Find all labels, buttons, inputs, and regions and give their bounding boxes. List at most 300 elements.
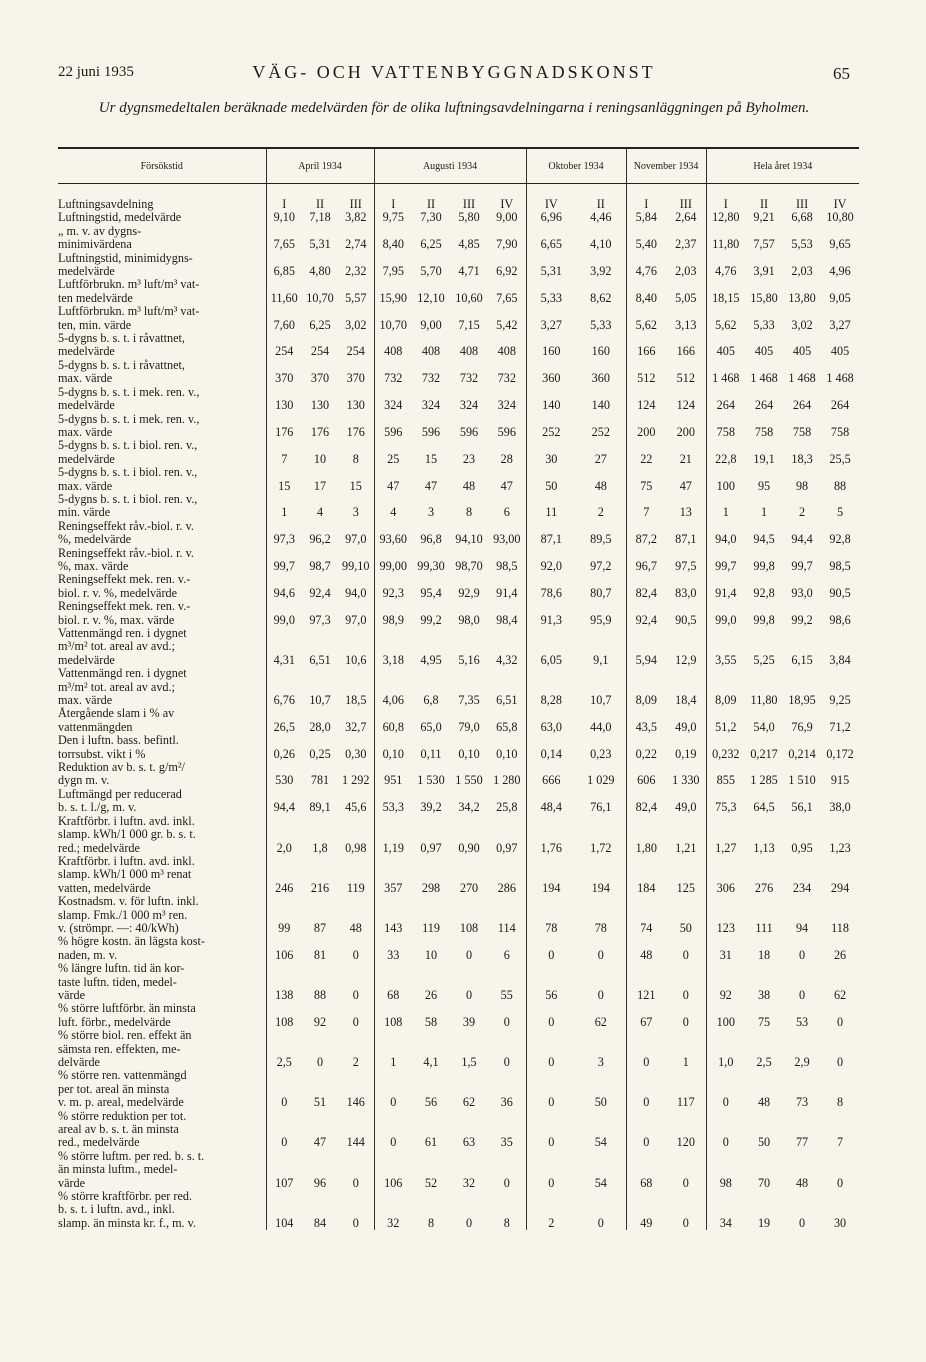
table-cell: 94,0 <box>706 520 745 547</box>
table-cell: IV <box>833 197 847 211</box>
table-cell: 2,32 <box>345 264 367 279</box>
table-cell: 6 <box>503 947 510 962</box>
table-cell: 2,9 <box>794 1055 810 1069</box>
row-label: % större reduktion per tot. areal av b. s. t. än minsta red., medelvärde <box>58 1109 187 1150</box>
table-cell: 0 <box>597 1215 604 1230</box>
table-cell: 2 <box>526 1190 576 1230</box>
table-cell: 94,6 <box>266 573 302 600</box>
table-row <box>58 184 859 212</box>
table-cell: 8,40 <box>374 225 412 252</box>
table-cell: 54 <box>594 1135 607 1150</box>
row-label: Vattenmängd ren. i dygnet m³/m² tot. areal av avd.; max. värde <box>58 667 187 708</box>
table-cell: 5,62 <box>626 305 666 332</box>
table-cell: 0,22 <box>626 734 666 761</box>
table-cell: 951 <box>374 761 412 788</box>
table-cell: 88 <box>833 478 847 493</box>
table-cell: 0,172 <box>826 746 854 761</box>
table-cell: 17 <box>313 478 327 493</box>
table-cell: 0 <box>526 935 576 962</box>
table-cell: 8,28 <box>526 667 576 707</box>
table-cell: 0,97 <box>496 840 518 855</box>
table-cell: 1,8 <box>312 840 328 855</box>
table-cell: 324 <box>374 386 412 413</box>
table-header-row <box>58 148 859 184</box>
table-cell: 7 <box>837 1135 844 1150</box>
table-cell: 408 <box>374 332 412 359</box>
table-cell: 9,05 <box>829 290 851 305</box>
table-cell: 7,90 <box>496 237 518 252</box>
table-cell: 117 <box>676 1095 695 1110</box>
table-cell: 666 <box>526 761 576 788</box>
row-label: Reningseffekt mek. ren. v.- biol. r. v. %, medelvärde <box>58 573 191 600</box>
table-cell: 0,232 <box>706 734 745 761</box>
table-cell: 23 <box>462 451 476 466</box>
table-cell: 120 <box>676 1135 695 1150</box>
table-cell: 104 <box>266 1190 302 1230</box>
table-cell: 82,4 <box>626 573 666 600</box>
table-cell: 144 <box>346 1135 365 1150</box>
table-cell: 54 <box>594 1175 607 1190</box>
table-row <box>58 520 859 547</box>
table-cell: 0,10 <box>496 746 518 761</box>
table-cell: 5,62 <box>706 305 745 332</box>
table-cell: 75 <box>626 466 666 493</box>
table-cell: 3,82 <box>345 210 367 225</box>
table-cell: 92 <box>706 962 745 1002</box>
table-cell: 758 <box>830 424 850 439</box>
table-cell: 62 <box>594 1014 607 1029</box>
table-cell: 254 <box>310 344 330 359</box>
table-cell: 0,19 <box>675 746 697 761</box>
journal-title: VÄG- OCH VATTENBYGGNADSKONST <box>252 62 656 82</box>
table-cell: 0 <box>465 987 473 1002</box>
table-cell: 47 <box>374 466 412 493</box>
table-cell: 0 <box>526 1150 576 1190</box>
table-cell: 96 <box>313 1175 327 1190</box>
table-cell: 0,26 <box>266 734 302 761</box>
table-cell: 4,80 <box>309 264 331 279</box>
table-cell: 0 <box>526 1029 576 1069</box>
table-cell: 7,15 <box>458 317 480 332</box>
table-cell: 758 <box>706 413 745 440</box>
table-cell: 732 <box>497 371 516 386</box>
table-cell: 0 <box>597 987 604 1002</box>
table-cell: 160 <box>526 332 576 359</box>
table-cell: 22 <box>626 439 666 466</box>
row-label: Luftningsavdelning <box>58 197 154 211</box>
table-cell: 408 <box>459 344 479 359</box>
table-cell: IV <box>500 197 514 211</box>
table-cell: 264 <box>792 398 812 413</box>
table-cell: 12,10 <box>417 290 445 305</box>
table-cell: 56,1 <box>791 800 813 815</box>
table-cell: 0 <box>352 947 359 962</box>
table-cell: 0,10 <box>458 746 480 761</box>
table-cell: 176 <box>346 424 365 439</box>
table-cell: 0 <box>352 1014 359 1029</box>
table-cell: 3,27 <box>829 317 851 332</box>
table-cell: 2,03 <box>675 264 697 279</box>
table-cell: 4,32 <box>496 652 518 667</box>
table-cell: 25 <box>374 439 412 466</box>
table-row <box>58 211 859 224</box>
table-cell: 26 <box>833 947 847 962</box>
table-cell: 0,217 <box>750 746 778 761</box>
table-cell: 18 <box>757 947 771 962</box>
table-cell: 19 <box>757 1215 771 1230</box>
table-cell: 79,0 <box>458 719 480 734</box>
table-cell: 8 <box>427 1215 435 1230</box>
table-cell: 7,95 <box>374 252 412 279</box>
table-cell: 143 <box>374 895 412 935</box>
table-cell: 0 <box>799 987 806 1002</box>
table-row <box>58 734 859 761</box>
table-cell: 512 <box>626 359 666 386</box>
table-cell: I <box>266 184 302 212</box>
table-cell: 1,27 <box>706 815 745 855</box>
table-cell: 1 550 <box>455 773 483 788</box>
table-cell: 15,90 <box>374 278 412 305</box>
table-cell: 9,75 <box>374 211 412 224</box>
table-row <box>58 547 859 574</box>
row-label: 5-dygns b. s. t. i mek. ren. v., medelvärde <box>58 385 200 413</box>
row-label: Luftningstid, minimidygns- medelvärde <box>58 251 193 279</box>
table-cell: 3,27 <box>526 305 576 332</box>
table-cell: 1 <box>374 1029 412 1069</box>
table-cell: 99 <box>266 895 302 935</box>
table-cell: 64,5 <box>753 800 775 815</box>
table-cell: 11 <box>526 493 576 520</box>
table-cell: 38,0 <box>829 800 851 815</box>
table-cell: 324 <box>497 398 516 413</box>
table-cell: 0 <box>837 1014 844 1029</box>
table-cell: 1 468 <box>706 359 745 386</box>
table-cell: 55 <box>500 987 513 1002</box>
table-cell: 106 <box>266 935 302 962</box>
table-cell: 0 <box>799 947 806 962</box>
table-cell: 53 <box>795 1014 809 1029</box>
table-cell: 408 <box>497 344 516 359</box>
table-row <box>58 627 859 667</box>
table-cell: 108 <box>374 1002 412 1029</box>
table-cell: 87,2 <box>626 520 666 547</box>
table-cell: 78,6 <box>526 573 576 600</box>
table-row <box>58 1190 859 1230</box>
table-cell: 12,9 <box>675 652 697 667</box>
row-label: Kraftförbr. i luftn. avd. inkl. slamp. kWh/1 000 m³ renat vatten, medelvärde <box>58 854 195 895</box>
table-cell: 99,7 <box>266 547 302 574</box>
table-cell: 98 <box>795 478 809 493</box>
table-cell: 2,0 <box>266 815 302 855</box>
table-cell: 38 <box>757 987 771 1002</box>
table-cell: 61 <box>424 1135 438 1150</box>
table-cell: 88 <box>313 987 327 1002</box>
table-cell: 47 <box>679 478 692 493</box>
table-row <box>58 895 859 935</box>
table-row <box>58 225 859 252</box>
table-cell: 7,60 <box>266 305 302 332</box>
table-cell: 50 <box>526 466 576 493</box>
table-cell: 184 <box>626 855 666 895</box>
table-cell: 32,7 <box>345 719 367 734</box>
table-cell: 52 <box>424 1175 438 1190</box>
column-header: Augusti 1934 <box>374 148 526 184</box>
row-label: Vattenmängd ren. i dygnet m³/m² tot. areal av avd.; medelvärde <box>58 627 187 667</box>
row-label: Reningseffekt mek. ren. v.- biol. r. v. %, max. värde <box>58 600 191 627</box>
table-cell: 39,2 <box>420 800 442 815</box>
table-cell: 4,76 <box>706 252 745 279</box>
table-cell: 2,5 <box>756 1055 772 1069</box>
table-cell: 3 <box>597 1055 604 1069</box>
table-row <box>58 761 859 788</box>
row-label: % större biol. ren. effekt än sämsta ren. effekten, me- delvärde <box>58 1029 192 1069</box>
table-cell: 8 <box>503 1215 510 1230</box>
table-cell: 8,09 <box>706 667 745 707</box>
table-cell: 26,5 <box>266 707 302 734</box>
table-cell: 4,10 <box>590 237 612 252</box>
table-cell: 92,3 <box>374 573 412 600</box>
row-label: 5-dygns b. s. t. i biol. ren. v., medelvärde <box>58 439 198 466</box>
row-label: 5-dygns b. s. t. i råvattnet, max. värde <box>58 358 185 386</box>
table-cell: 9,65 <box>829 237 851 252</box>
table-cell: 6,65 <box>526 225 576 252</box>
table-cell: 1,5 <box>461 1055 477 1069</box>
table-row <box>58 600 859 627</box>
table-cell: 7,65 <box>496 290 518 305</box>
table-cell: 2 <box>799 505 806 520</box>
table-cell: 9,00 <box>496 210 518 225</box>
table-cell: 43,5 <box>626 707 666 734</box>
table-cell: 28 <box>500 451 513 466</box>
table-cell: 10 <box>424 947 438 962</box>
table-cell: 298 <box>421 880 441 895</box>
table-cell: 0 <box>503 1014 510 1029</box>
table-cell: 3 <box>427 505 435 520</box>
table-cell: 76,9 <box>791 719 813 734</box>
table-cell: 48,4 <box>526 788 576 815</box>
table-row <box>58 855 859 895</box>
table-cell: 0,90 <box>458 840 480 855</box>
table-cell: 96,8 <box>420 532 442 547</box>
table-cell: 138 <box>266 962 302 1002</box>
table-cell: 35 <box>500 1135 513 1150</box>
table-cell: 6,51 <box>496 693 518 708</box>
table-cell: 15 <box>266 466 302 493</box>
table-cell: 130 <box>310 398 330 413</box>
table-cell: 5,40 <box>626 225 666 252</box>
table-cell: 252 <box>526 413 576 440</box>
row-label: % större luftm. per red. b. s. t. än minsta luftm., medel- värde <box>58 1149 205 1190</box>
table-cell: 176 <box>266 413 302 440</box>
table-cell: 5,57 <box>345 290 367 305</box>
row-label: Reningseffekt råv.-biol. r. v. %, medelvärde <box>58 519 194 547</box>
table-cell: 18,15 <box>706 278 745 305</box>
table-cell: 0 <box>316 1055 324 1069</box>
table-cell: 0 <box>526 1110 576 1150</box>
table-cell: 87,1 <box>675 532 697 547</box>
table-cell: 10,7 <box>590 693 612 708</box>
table-cell: 0 <box>526 1069 576 1109</box>
table-cell: 92,4 <box>309 585 331 600</box>
table-cell: 732 <box>374 359 412 386</box>
table-cell: 1,21 <box>675 840 697 855</box>
table-cell: 5,42 <box>496 317 518 332</box>
row-label: 5-dygns b. s. t. i mek. ren. v., max. värde <box>58 412 200 439</box>
table-cell: 270 <box>459 880 479 895</box>
table-cell: 100 <box>706 1002 745 1029</box>
table-cell: 32 <box>462 1175 476 1190</box>
table-cell: 92,9 <box>458 585 480 600</box>
table-cell: 405 <box>754 344 774 359</box>
table-cell: III <box>462 197 476 211</box>
table-cell: 125 <box>676 880 695 895</box>
table-cell: 76,1 <box>590 800 612 815</box>
table-cell: 130 <box>266 386 302 413</box>
table-cell: 5,33 <box>526 278 576 305</box>
table-cell: 781 <box>310 773 330 788</box>
table-cell: 0 <box>837 1175 844 1190</box>
table-cell: 48 <box>757 1095 771 1110</box>
table-cell: 146 <box>346 1095 365 1110</box>
table-cell: 855 <box>706 761 745 788</box>
table-cell: 166 <box>676 344 695 359</box>
table-cell: 71,2 <box>829 719 851 734</box>
table-cell: 1 <box>706 493 745 520</box>
table-row <box>58 962 859 1002</box>
row-label: Reduktion av b. s. t. g/m²/ dygn m. v. <box>58 761 185 788</box>
table-cell: 370 <box>266 359 302 386</box>
table-cell: 94,5 <box>753 532 775 547</box>
table-cell: 49 <box>626 1190 666 1230</box>
table-cell: 97,0 <box>345 532 367 547</box>
table-cell: 1 <box>761 505 768 520</box>
table-row <box>58 332 859 359</box>
table-cell: 4,06 <box>374 667 412 707</box>
table-cell: 596 <box>497 424 516 439</box>
table-cell: 264 <box>706 386 745 413</box>
table-cell: 15,80 <box>750 290 778 305</box>
table-cell: 99,2 <box>420 612 442 627</box>
table-cell: 91,4 <box>706 573 745 600</box>
table-cell: 83,0 <box>675 585 697 600</box>
data-table <box>58 147 859 1230</box>
table-cell: 6,05 <box>526 627 576 667</box>
table-cell: 62 <box>462 1095 476 1110</box>
table-cell: 0,23 <box>590 746 612 761</box>
table-cell: 5 <box>837 505 844 520</box>
table-cell: III <box>795 197 809 211</box>
table-cell: 92,4 <box>626 600 666 627</box>
table-cell: 13 <box>679 505 692 520</box>
table-cell: 9,21 <box>753 210 775 225</box>
table-row <box>58 667 859 707</box>
table-cell: 54,0 <box>753 719 775 734</box>
table-cell: 7 <box>626 493 666 520</box>
table-cell: 89,5 <box>590 532 612 547</box>
table-cell: 12,80 <box>706 211 745 224</box>
table-cell: 306 <box>706 855 745 895</box>
table-cell: 732 <box>421 371 441 386</box>
table-cell: 6,68 <box>791 210 813 225</box>
table-cell: 47 <box>500 478 513 493</box>
table-row <box>58 413 859 440</box>
table-cell: 75 <box>757 1014 771 1029</box>
table-cell: 1 468 <box>826 371 854 386</box>
table-cell: 405 <box>706 332 745 359</box>
table-cell: 33 <box>374 935 412 962</box>
table-cell: 10 <box>313 451 327 466</box>
table-cell: 0 <box>626 1069 666 1109</box>
table-cell: 108 <box>459 920 479 935</box>
table-cell: 405 <box>792 344 812 359</box>
table-cell: 2,03 <box>791 264 813 279</box>
table-cell: 49,0 <box>675 719 697 734</box>
table-cell: 408 <box>421 344 441 359</box>
table-cell: 6,76 <box>266 667 302 707</box>
table-cell: 1,76 <box>526 815 576 855</box>
table-cell: 70 <box>757 1175 771 1190</box>
table-cell: 51 <box>313 1095 327 1110</box>
table-cell: 0 <box>682 947 689 962</box>
table-cell: 4,1 <box>423 1055 439 1069</box>
table-cell: 98,9 <box>374 600 412 627</box>
table-row <box>58 788 859 815</box>
table-cell: 13,80 <box>788 290 816 305</box>
table-cell: 0 <box>837 1055 844 1069</box>
table-cell: 5,84 <box>626 211 666 224</box>
table-cell: 48 <box>594 478 607 493</box>
table-cell: 78 <box>526 895 576 935</box>
table-cell: 1,0 <box>706 1029 745 1069</box>
table-cell: 63 <box>462 1135 476 1150</box>
table-cell: 84 <box>313 1215 327 1230</box>
table-cell: 166 <box>626 332 666 359</box>
table-cell: 3,55 <box>706 627 745 667</box>
table-cell: 4,76 <box>626 252 666 279</box>
table-cell: 97,3 <box>309 612 331 627</box>
table-cell: 0 <box>526 1002 576 1029</box>
table-cell: 7,35 <box>458 693 480 708</box>
table-cell: 4,85 <box>458 237 480 252</box>
table-cell: 98,5 <box>496 558 518 573</box>
table-cell: 90,5 <box>829 585 851 600</box>
table-cell: 264 <box>754 398 774 413</box>
table-cell: 10,60 <box>455 290 483 305</box>
table-cell: 68 <box>626 1150 666 1190</box>
table-cell: 6,85 <box>266 252 302 279</box>
table-cell: 6,8 <box>423 693 439 708</box>
table-cell: 0 <box>626 1110 666 1150</box>
table-cell: 32 <box>374 1190 412 1230</box>
table-cell: IV <box>526 184 576 212</box>
table-cell: 123 <box>706 895 745 935</box>
table-row <box>58 252 859 279</box>
table-row <box>58 1069 859 1109</box>
table-cell: 99,2 <box>791 612 813 627</box>
table-cell: 1 280 <box>493 773 521 788</box>
table-row <box>58 1029 859 1069</box>
issue-date: 22 juni 1935 <box>58 64 134 80</box>
table-cell: 93,00 <box>493 532 521 547</box>
table-row <box>58 1110 859 1150</box>
table-cell: 99,30 <box>417 558 445 573</box>
table-cell: 8 <box>465 505 473 520</box>
table-cell: 0 <box>352 987 359 1002</box>
row-label: % högre kostn. än lägsta kost- naden, m. v. <box>58 935 205 962</box>
table-cell: 512 <box>676 371 695 386</box>
table-cell: 360 <box>591 371 610 386</box>
table-cell: 93,60 <box>374 520 412 547</box>
